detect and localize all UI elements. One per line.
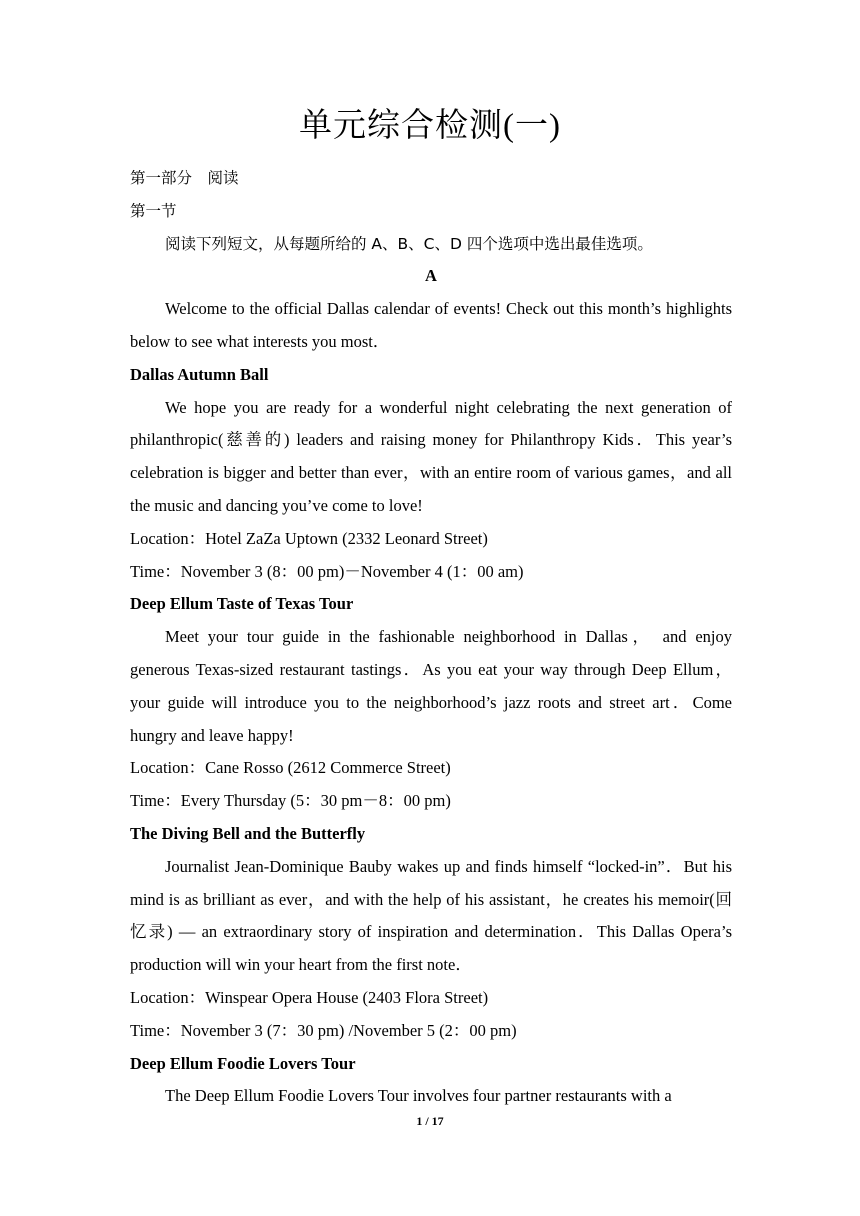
event-description: Journalist Jean-Dominique Bauby wakes up and finds himself “locked-in”．But his mind is as brilliant as ever，and with the help of his assistant，he creates his memoir(回忆录) — an extraordinary story of inspiration and determination．This Dallas Opera’s production will win your heart from the first note． [130, 856, 732, 975]
intro-paragraph: Welcome to the official Dallas calendar of events! Check out this month’s highlights below to see what interests you most． [130, 299, 732, 351]
event-title: Deep Ellum Taste of Texas Tour [130, 594, 354, 614]
event-description: Meet your tour guide in the fashionable neighborhood in Dallas， and enjoy generous Texas-sized restaurant tastings．As you eat your way through Deep Ellum，your guide will introduce you to the neighborhood’s jazz roots and street art．Come hungry and leave happy! [130, 627, 732, 745]
event-title: The Diving Bell and the Butterfly [130, 823, 366, 843]
event-location: Location：Winspear Opera House (2403 Flora Street) [130, 987, 489, 1007]
event-description: We hope you are ready for a wonderful night celebrating the next generation of philanthropic(慈善的) leaders and raising money for Philanthropy Kids．This year’s celebration is bigger and better than ever，with an entire room of various games，and all the music and dancing you’ve come to love! [130, 397, 732, 515]
document-body [130, 162, 732, 1113]
event-location: Location：Cane Rosso (2612 Commerce Street) [130, 758, 451, 778]
event-location: Location：Hotel ZaZa Uptown (2332 Leonard Street) [130, 528, 488, 548]
part-heading: 第一部分 阅读 [130, 169, 239, 187]
instructions: 阅读下列短文，从每题所给的 A、B、C、D 四个选项中选出最佳选项。 [165, 234, 653, 253]
passage-letter: A [425, 266, 437, 286]
event-time: Time：Every Thursday (5：30 pm－8：00 pm) [130, 791, 451, 811]
section-heading: 第一节 [130, 201, 177, 220]
event-time: Time：November 3 (7：30 pm) /November 5 (2：00 pm) [130, 1020, 517, 1040]
event-description: The Deep Ellum Foodie Lovers Tour involves four partner restaurants with a [165, 1086, 672, 1106]
event-time: Time：November 3 (8：00 pm)－November 4 (1：00 am) [130, 561, 524, 581]
page-title: 单元综合检测(一) [299, 108, 561, 144]
event-title: Deep Ellum Foodie Lovers Tour [130, 1053, 356, 1073]
page-number: 1 / 17 [416, 1114, 444, 1128]
event-title: Dallas Autumn Ball [130, 364, 269, 384]
